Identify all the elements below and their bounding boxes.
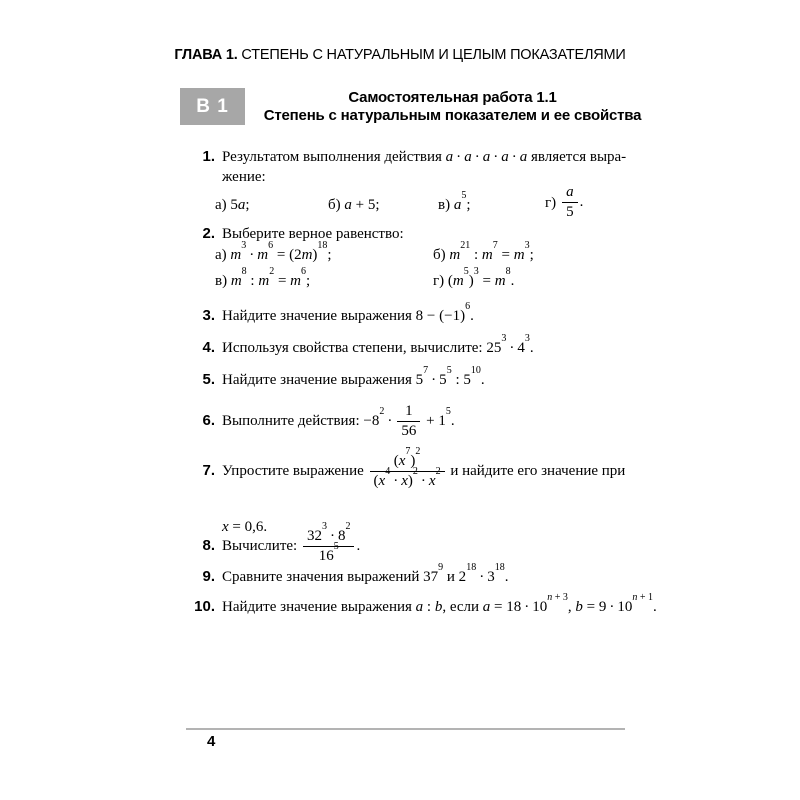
problem-6 — [183, 403, 638, 441]
problem-text: Упростите выражение $\frac{(x^7)^2}{(x^4 \cdot x)^2 \cdot x^2}$ и найдите его значение при x = 0,6. — [222, 445, 626, 535]
page-number: 4 — [207, 733, 216, 750]
problem-number: 5. — [202, 371, 215, 388]
problem-text: Найдите значение выражения $5^7 \cdot 5^5$ : $5^{10}$. — [222, 365, 485, 388]
option-label: г) — [545, 194, 557, 211]
problem-number: 3. — [202, 307, 215, 324]
problem-number: 1. — [202, 148, 215, 165]
problem-number: 4. — [202, 339, 215, 356]
option-label: а) — [215, 247, 227, 263]
option-label: г) — [433, 273, 445, 289]
problem-text: Вычислите: $\frac{32^3 \cdot 8^2}{16^5}$ . — [222, 520, 361, 565]
problem-10 — [183, 592, 657, 617]
option-v — [438, 190, 471, 215]
option-label: в) — [215, 273, 228, 289]
problem-text: Выберите верное равенство: — [222, 226, 404, 242]
option-b — [433, 240, 534, 265]
problem-4 — [183, 333, 638, 358]
chapter-title: СТЕПЕНЬ С НАТУРАЛЬНЫМ И ЦЕЛЫМ ПОКАЗАТЕЛЯМИ — [237, 47, 626, 63]
problem-text: Результатом выполнения действия a · a · a · a · a является выра- жение: — [222, 149, 627, 185]
problem-text: Используя свойства степени, вычислите: $25^3 \cdot 4^3$. — [222, 333, 534, 356]
problem-1 — [183, 147, 638, 187]
option-label: в) — [438, 197, 451, 213]
option-g — [545, 184, 583, 222]
option-g — [433, 266, 515, 291]
problem-2 — [183, 224, 638, 244]
chapter-number: ГЛАВА 1. — [174, 47, 238, 63]
worksheet-title-line2: Степень с натуральным показателем и ее свойства — [263, 107, 642, 124]
problem-text: Выполните действия: $-8^2$ · $\frac{1}{56}$ + $1^5$. — [222, 403, 455, 440]
option-math: $m^{21}$ : $m^7 = m^3$; — [449, 240, 534, 263]
problem-text: Найдите значение выражения $8 - (-1)^6$. — [222, 301, 474, 324]
problem-number: 6. — [202, 412, 215, 429]
option-label: б) — [328, 197, 341, 213]
variant-badge: В 1 — [180, 88, 245, 125]
option-math: $m^3 \cdot m^6 = (2m)^{18}$; — [230, 240, 332, 263]
problem-number: 9. — [202, 568, 215, 585]
option-math: $a^5$; — [453, 190, 471, 213]
option-b — [328, 195, 380, 215]
option-v — [215, 266, 311, 291]
problem-5 — [183, 365, 638, 390]
option-a — [215, 195, 250, 215]
option-math: $(m^5)^3 = m^8$. — [447, 266, 515, 289]
worksheet-title-line1: Самостоятельная работа 1.1 — [348, 89, 557, 106]
option-math: $m^8$ : $m^2 = m^6$; — [230, 266, 311, 289]
footer-divider — [186, 728, 625, 730]
problem-text: Найдите значение выражения a : b, если $a = 18 \cdot 10^{n + 3}$, $b = 9 \cdot 10^{n + 1}$. — [222, 592, 657, 615]
problem-number: 10. — [194, 598, 215, 615]
problem-number: 8. — [202, 537, 215, 554]
option-label: а) — [215, 197, 227, 213]
problems-list — [183, 0, 657, 800]
option-a — [215, 240, 332, 265]
problem-9 — [183, 562, 638, 587]
problem-text: Сравните значения выражений $37^9$ и $2^{18} \cdot 3^{18}$. — [222, 562, 509, 585]
option-math: 5a; — [230, 197, 250, 213]
problem-3 — [183, 301, 638, 326]
problem-8 — [183, 520, 638, 567]
problem-number: 2. — [202, 225, 215, 242]
option-math: $\frac{a}{5}$ . — [560, 184, 583, 222]
problem-number: 7. — [202, 462, 215, 479]
option-math: a + 5; — [344, 197, 380, 213]
option-label: б) — [433, 247, 446, 263]
